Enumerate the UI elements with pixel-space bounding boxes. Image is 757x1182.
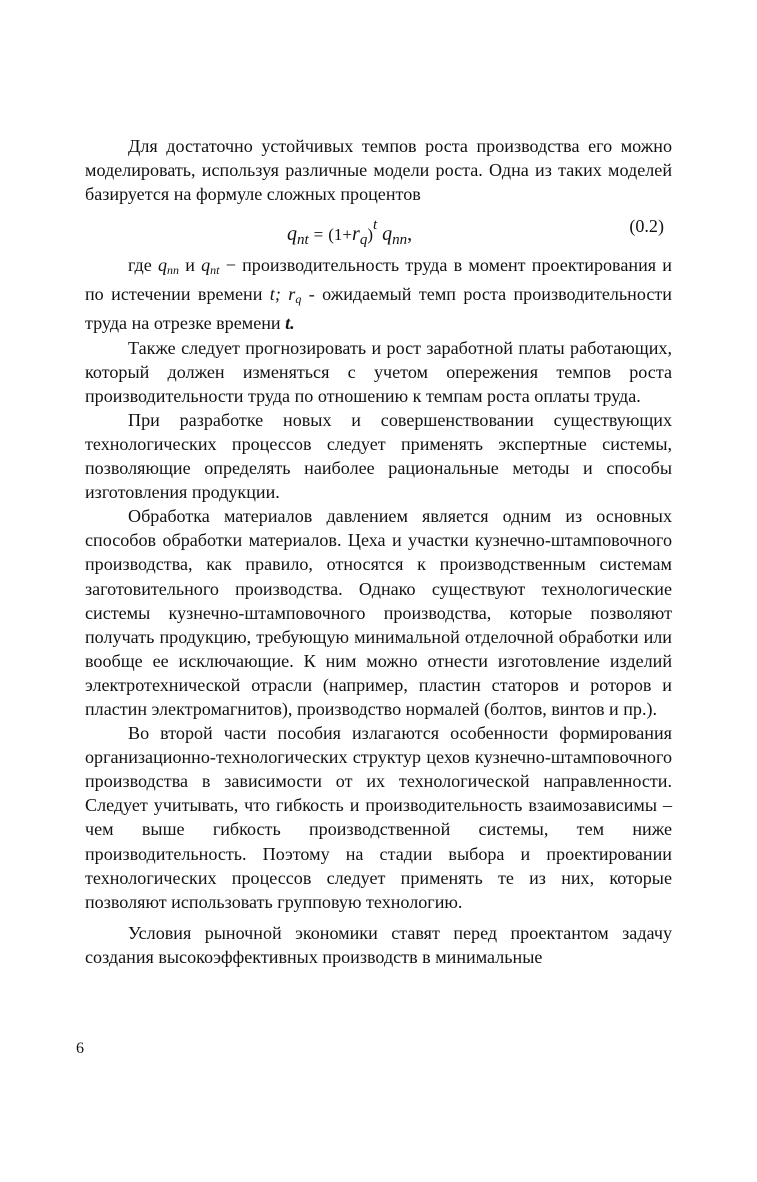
formula-lhs-sub: nt: [297, 232, 309, 249]
formula-exponent: t: [372, 217, 378, 234]
formula-rhs-sub: nn: [392, 232, 408, 249]
formula-r-var: r: [352, 223, 360, 246]
formula-number: (0.2): [629, 216, 664, 237]
formula-r-sub: q: [359, 232, 368, 249]
formula-row: [85, 206, 672, 253]
p2-t-var: t;: [269, 284, 281, 305]
p2-q-nt: [201, 255, 220, 278]
p2-r-var: r: [288, 284, 296, 305]
formula-close: ): [367, 225, 373, 245]
paragraph-7: Условия рыночной экономики ставят перед проектантом задачу создания высокоэффективных производств в минимальные: [85, 922, 672, 967]
paragraph-4: При разработке новых и совершенствовании существующих технологических процессов следует применять экспертные системы, позволяющие определять наиболее рациональные методы и способы изготовления продукции.: [85, 409, 672, 503]
p2-text-1: где: [128, 255, 152, 276]
paragraph-6: Во второй части пособия излагаются особенности формирования организационно-технологических структур цехов кузнечно-штамповочного производства в зависимости от их технологической направленности. Следует учитывать, что гибкость и производительность взаимозависимы – чем выше гибкость производственной системы, тем ниже производительность. Поэтому на стадии выбора и проектировании технологических процессов следует применять те из них, которые позволяют использовать групповую технологию.: [85, 723, 672, 912]
paragraph-2: [85, 253, 672, 335]
formula-open: (1+: [328, 225, 353, 245]
p2-sub-q: q: [295, 292, 302, 307]
p2-q-var: q: [157, 255, 168, 276]
formula-lhs-var: q: [287, 223, 297, 246]
paragraph-1: Для достаточно устойчивых темпов роста производства его можно моделировать, используя различные модели роста. Одна из таких моделей базируется на формуле сложных процентов: [85, 136, 672, 205]
page-body-text: [85, 134, 672, 969]
formula-equals: =: [313, 225, 324, 245]
p2-sub-nt: пt: [210, 263, 220, 278]
p2-text-3: - ожидаемый темп роста производительности труда на отрезке времени: [85, 284, 672, 334]
compound-interest-formula: [287, 213, 412, 252]
p2-and: и: [185, 255, 195, 276]
p2-text-2: − производительность труда в момент проектирования и по истечении времени: [85, 255, 672, 305]
p2-sub-nn: пп: [167, 263, 180, 278]
p2-r-q: [288, 284, 302, 307]
p2-t-end: t.: [285, 313, 295, 334]
paragraph-3: Также следует прогнозировать и рост заработной платы работающих, который должен изменяться с учетом опережения темпов роста производительности труда по отношению к темпам роста оплаты труда.: [85, 337, 672, 406]
page-number: 6: [76, 1040, 84, 1057]
formula-comma: ,: [407, 223, 413, 246]
p2-q-var-2: q: [201, 255, 211, 276]
paragraph-5: Обработка материалов давлением является одним из основных способов обработки материалов. Цеха и участки кузнечно-штамповочного производства, как правило, относятся к производственным системам заготовительного производства. Однако существуют технологические системы кузнечно-штамповочного производства, которые позволяют получать продукцию, требующую минимальной отделочной обработки или вообще ее исключающие. К ним можно отнести изготовление изделий электротехнической отрасли (например, пластин статоров и роторов и пластин электромагнитов), производство нормалей (болтов, винтов и пр.).: [85, 506, 672, 719]
p2-q-nn: [157, 255, 180, 278]
formula-rhs-var: q: [382, 223, 393, 246]
